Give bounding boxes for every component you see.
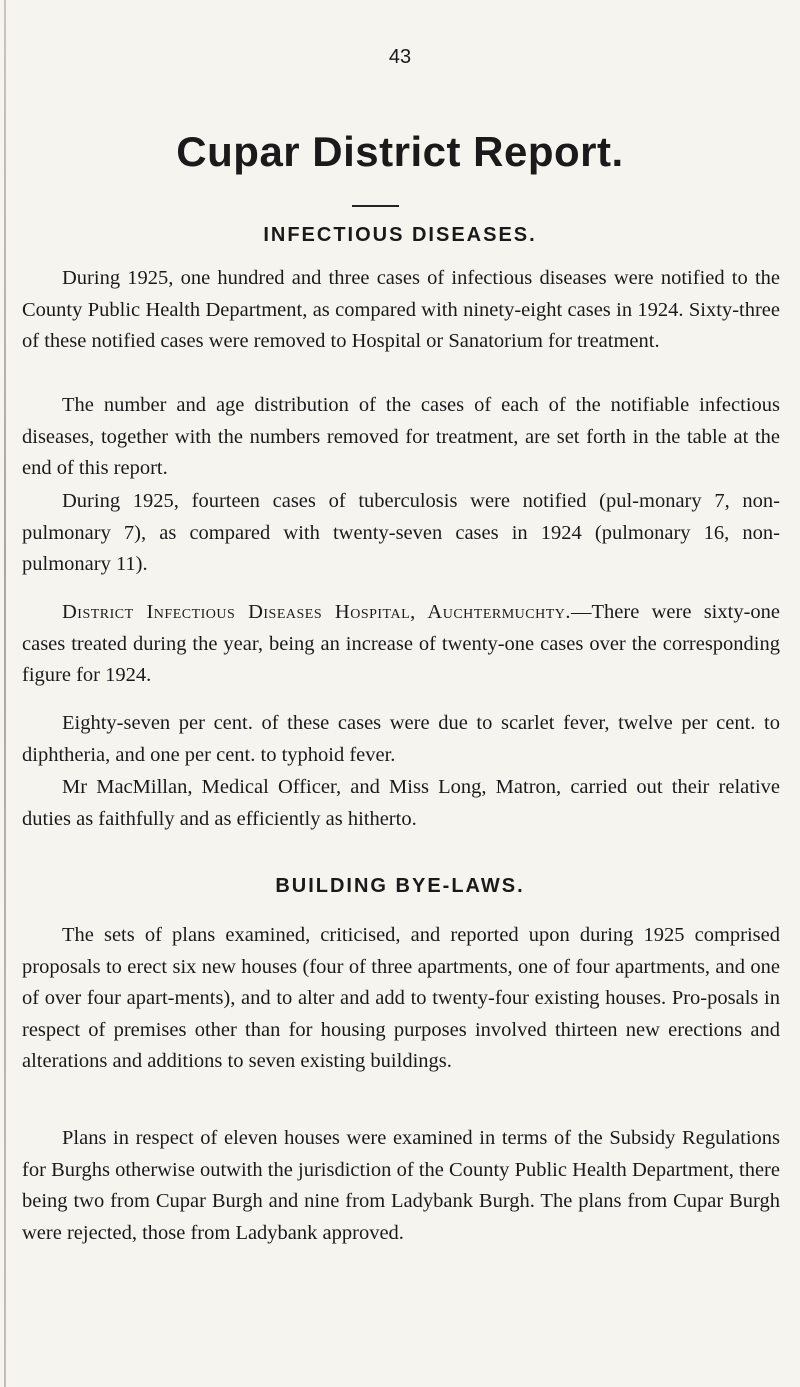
- section-heading-infectious-diseases: INFECTIOUS DISEASES.: [263, 224, 537, 246]
- paragraph-infectious-notifications: During 1925, one hundred and three cases of infectious diseases were notified to the County Public Health Department, as compared with ninety-eight cases in 1924. Sixty-three of these notified cases were removed to Hospital or Sanatorium for treatment.: [22, 267, 780, 352]
- paragraph-disease-percentages: Eighty-seven per cent. of these cases were due to scarlet fever, twelve per cent. to diphtheria, and one per cent. to typhoid fever.: [22, 712, 780, 766]
- paragraph-district-hospital: [22, 597, 780, 692]
- section-heading-building-bye-laws: BUILDING BYE-LAWS.: [275, 875, 525, 897]
- paragraph-subsidy-regulations: Plans in respect of eleven houses were examined in terms of the Subsidy Regulations for Burghs otherwise outwith the jurisdiction of the County Public Health Department, there being two from Cupar Burgh and nine from Ladybank Burgh. The plans from Cupar Burgh were rejected, those from Ladybank approved.: [22, 1127, 780, 1244]
- hospital-report-text: —There were sixty-one cases treated during the year, being an increase of twenty-one cases over the corresponding figure for 1924.: [22, 601, 780, 686]
- title-divider: [352, 205, 399, 207]
- paragraph-tuberculosis: During 1925, fourteen cases of tuberculosis were notified (pul-monary 7, non-pulmonary 7), as compared with twenty-seven cases in 1924 (pulmonary 16, non-pulmonary 11).: [22, 490, 780, 575]
- paragraph-staff-duties: Mr MacMillan, Medical Officer, and Miss Long, Matron, carried out their relative duties as faithfully and as efficiently as hitherto.: [22, 776, 780, 830]
- paragraph-plans-examined: The sets of plans examined, criticised, and reported upon during 1925 comprised proposals to erect six new houses (four of three apartments, one of four apartments, and one of over four apart-ments), and to alter and add to twenty-four existing houses. Pro-posals in respect of premises other than for housing purposes involved thirteen new erections and alterations and additions to seven existing buildings.: [22, 924, 780, 1072]
- paragraph-age-distribution: The number and age distribution of the cases of each of the notifiable infectious diseases, together with the numbers removed for treatment, are set forth in the table at the end of this report.: [22, 394, 780, 479]
- hospital-name-lead: District Infectious Diseases Hospital, Auchtermuchty.: [62, 601, 572, 623]
- page-number: 43: [388, 46, 412, 68]
- page-title: Cupar District Report.: [176, 128, 624, 175]
- page-edge-shadow: [4, 0, 6, 1387]
